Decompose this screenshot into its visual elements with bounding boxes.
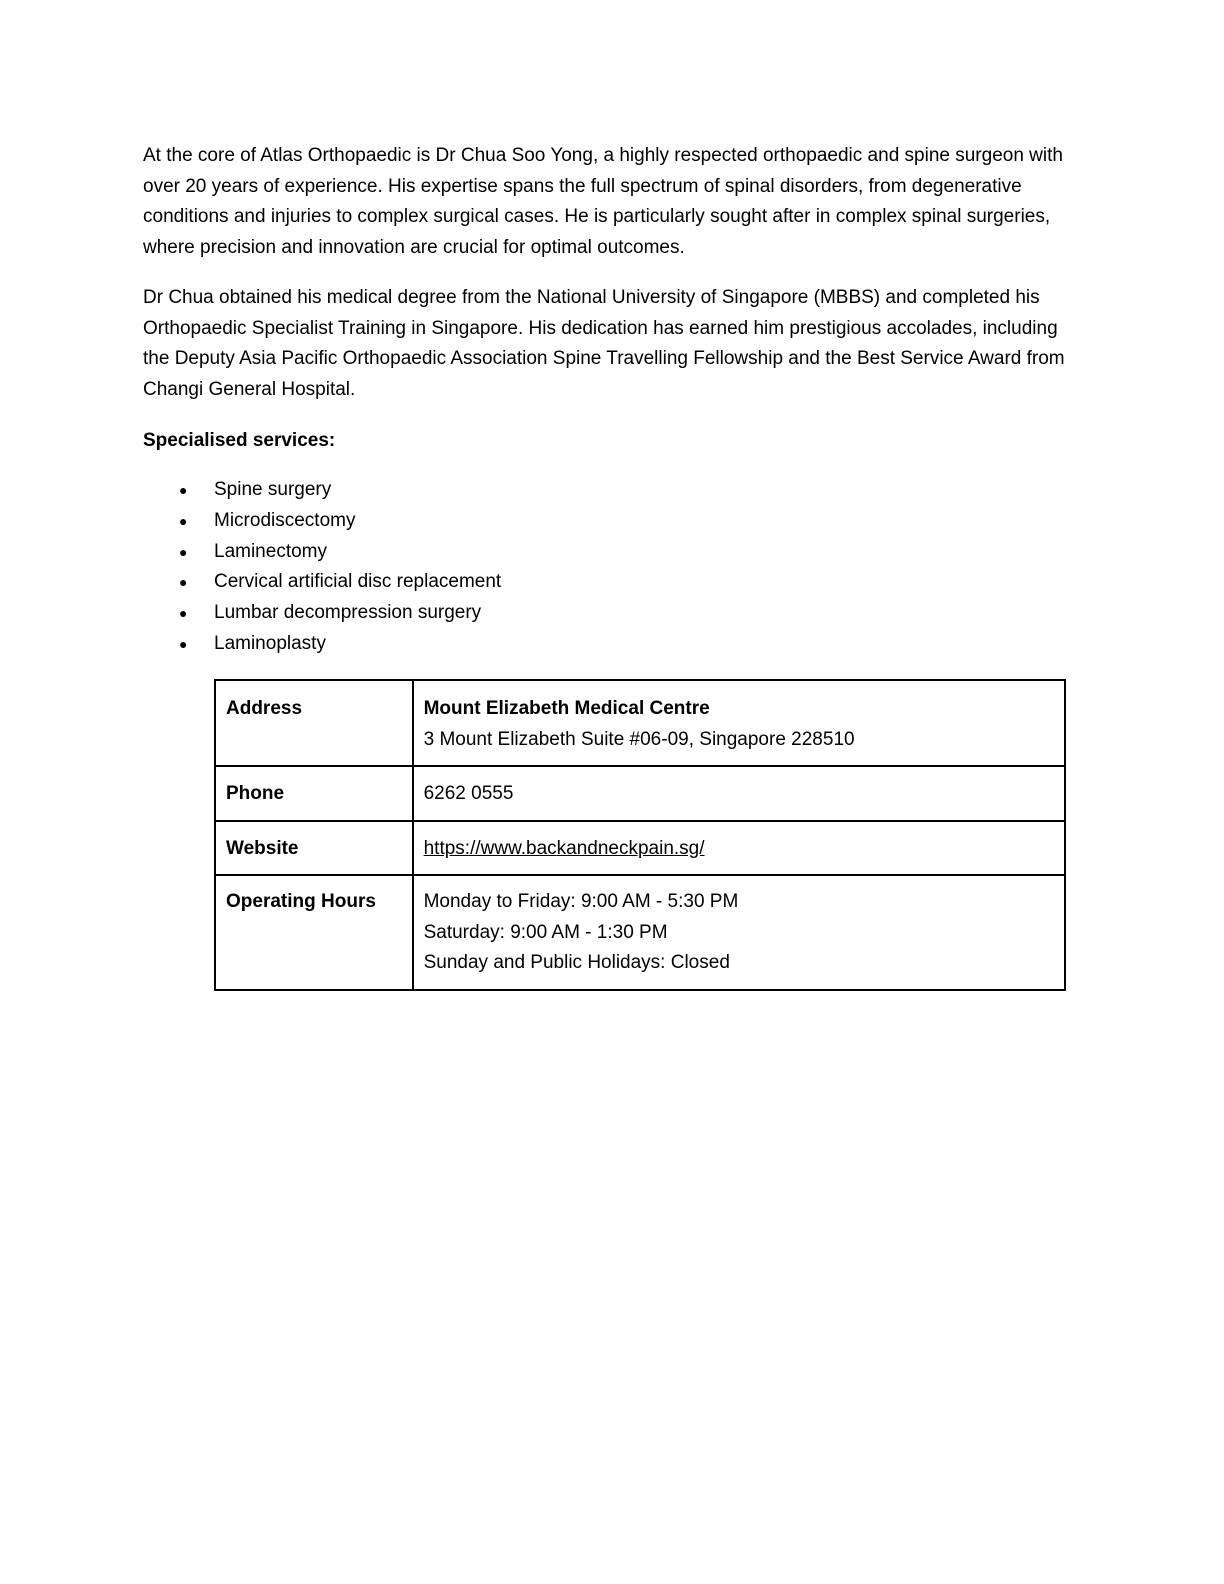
website-link[interactable]: https://www.backandneckpain.sg/: [423, 837, 705, 859]
service-item: [143, 475, 1073, 506]
hours-saturday: Saturday: 9:00 AM - 1:30 PM: [423, 921, 668, 943]
phone-label: Phone: [215, 766, 413, 821]
bullet-icon: ●: [179, 543, 188, 560]
bullet-icon: ●: [179, 635, 188, 652]
services-heading: Specialised services:: [143, 429, 336, 451]
service-label: Spine surgery: [214, 479, 332, 501]
bullet-icon: ●: [179, 605, 188, 622]
address-label: Address: [215, 680, 413, 766]
service-label: Microdiscectomy: [214, 510, 356, 532]
service-item: [143, 598, 1073, 629]
document-body: [143, 141, 1073, 660]
services-list: [143, 475, 1073, 659]
service-item: [143, 506, 1073, 537]
bullet-icon: ●: [179, 513, 188, 530]
hours-row: [215, 875, 1065, 990]
service-label: Laminectomy: [214, 540, 327, 562]
address-value: [413, 680, 1065, 766]
address-row: [215, 680, 1065, 766]
street-address: 3 Mount Elizabeth Suite #06-09, Singapore 228510: [423, 728, 855, 750]
hours-weekday: Monday to Friday: 9:00 AM - 5:30 PM: [423, 891, 739, 912]
hours-value: [413, 875, 1065, 990]
clinic-name: Mount Elizabeth Medical Centre: [423, 698, 710, 719]
service-item: [143, 537, 1073, 568]
phone-row: [215, 766, 1065, 821]
website-cell: [413, 821, 1065, 876]
service-item: [143, 629, 1073, 660]
website-label: Website: [215, 821, 413, 876]
service-label: Lumbar decompression surgery: [214, 602, 482, 624]
bullet-icon: ●: [179, 482, 188, 499]
phone-value: 6262 0555: [413, 766, 1065, 821]
bullet-icon: ●: [179, 574, 188, 591]
hours-label: Operating Hours: [215, 875, 413, 990]
website-row: [215, 821, 1065, 876]
hours-sunday: Sunday and Public Holidays: Closed: [423, 952, 730, 973]
service-item: [143, 567, 1073, 598]
service-label: Cervical artificial disc replacement: [214, 571, 502, 593]
credentials-paragraph: Dr Chua obtained his medical degree from the National University of Singapore (MBBS) and completed his Orthopaedic Specialist Training in Singapore. His dedication has earned him prestigious accolades, including the Deputy Asia Pacific Orthopaedic Association Spine Travelling Fellowship and the Best Service Award from Changi General Hospital.: [143, 286, 1065, 400]
intro-paragraph: At the core of Atlas Orthopaedic is Dr Chua Soo Yong, a highly respected orthopaedic and spine surgeon with over 20 years of experience. His expertise spans the full spectrum of spinal disorders, from degenerative conditions and injuries to complex surgical cases. He is particularly sought after in complex spinal surgeries, where precision and innovation are crucial for optimal outcomes.: [143, 145, 1063, 259]
service-label: Laminoplasty: [214, 632, 326, 654]
clinic-info-table: [214, 679, 1066, 991]
